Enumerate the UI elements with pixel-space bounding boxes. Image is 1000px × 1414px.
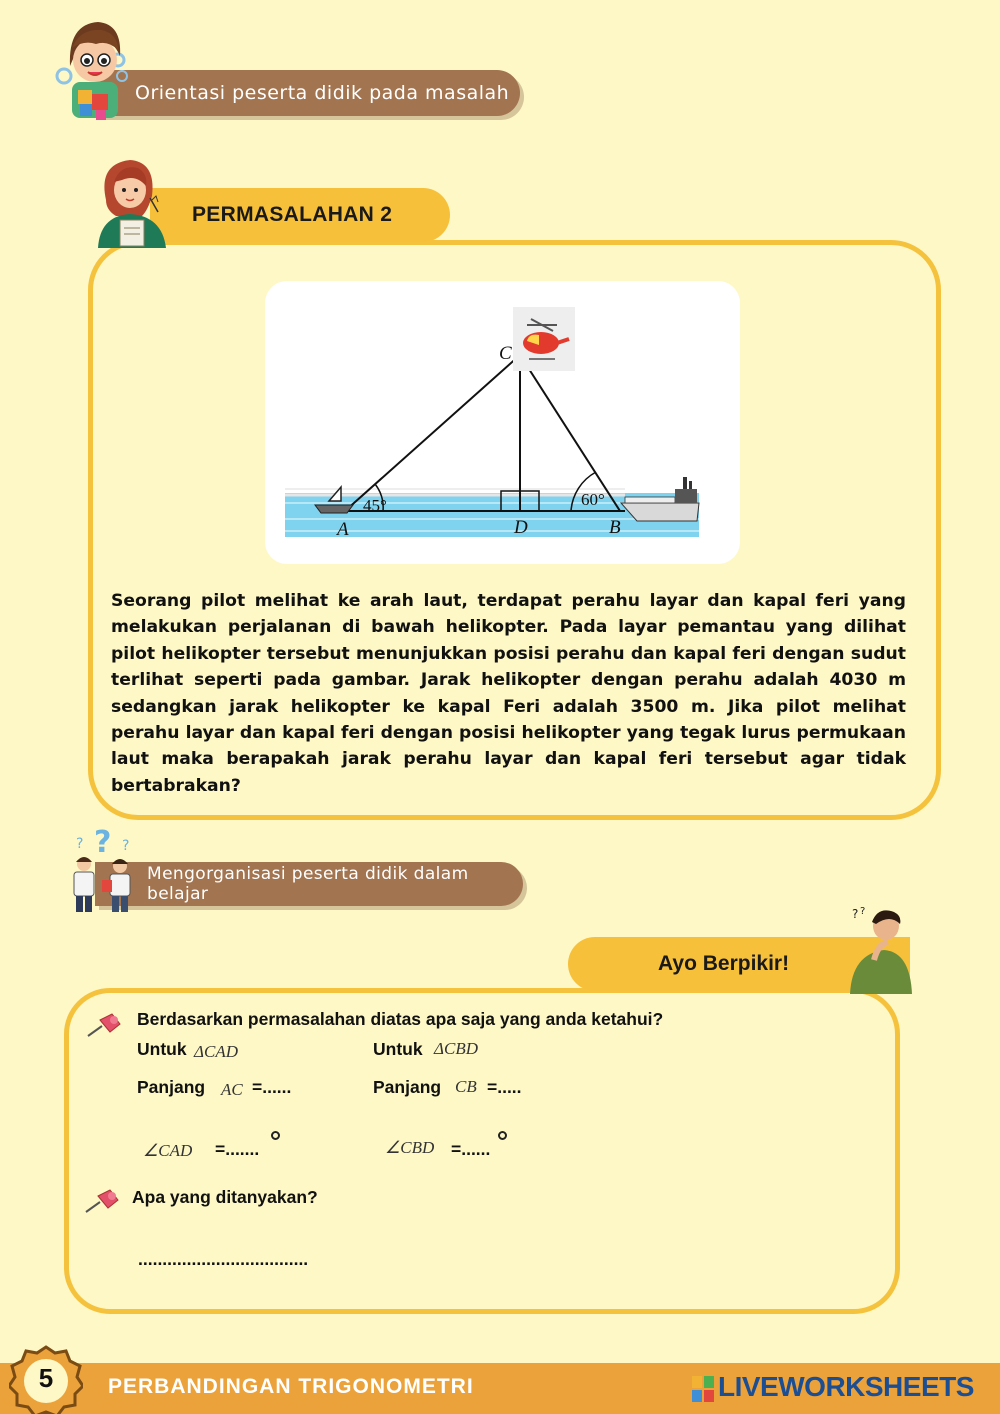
side-cb-line bbox=[520, 355, 620, 511]
question-known: Berdasarkan permasalahan diatas apa saja yang anda ketahui? bbox=[137, 1009, 664, 1029]
label-angle-60: 60° bbox=[581, 490, 605, 509]
degree-symbol-right bbox=[498, 1131, 507, 1140]
problem-tab bbox=[150, 188, 450, 242]
think-tab-title: Ayo Berpikir! bbox=[658, 952, 790, 975]
side-cb-label: CB bbox=[455, 1077, 477, 1096]
label-point-c: C bbox=[499, 343, 512, 364]
label-point-b: B bbox=[609, 517, 621, 538]
ferry-ship-icon bbox=[621, 477, 699, 521]
angle-cbd-answer[interactable]: =...... bbox=[451, 1139, 491, 1159]
section-banner-orientation bbox=[95, 70, 520, 116]
triangle-figure bbox=[265, 281, 740, 564]
panjang-label-right: Panjang bbox=[373, 1077, 442, 1097]
side-ac-answer[interactable]: =...... bbox=[252, 1077, 292, 1097]
helicopter-icon bbox=[513, 307, 575, 371]
triangle-cbd-label: ΔCBD bbox=[434, 1039, 478, 1058]
liveworksheets-brand[interactable]: LIVEWORKSHEETS bbox=[718, 1371, 974, 1402]
svg-text:?: ? bbox=[122, 838, 130, 854]
section-label-orientation: Orientasi peserta didik pada masalah bbox=[135, 82, 510, 104]
label-point-a: A bbox=[337, 519, 349, 540]
problem-text: Seorang pilot melihat ke arah laut, terdapat perahu layar dan kapal feri yang melakukan perjalanan di bawah helikopter. Pada layar pemantau yang dilihat pilot helikopter tersebut menunjukkan posisi perahu dan kapal feri dengan sudut terlihat seperti pada gambar. Jarak helikopter dengan perahu adalah 4030 m sedangkan jarak helikopter ke kapal Feri adalah 3500 m. Jika pilot melihat perahu layar dan kapal feri dengan posisi helikopter yang tegak lurus permukaan laut maka berapakah jarak perahu layar dan kapal feri tersebut agar tidak bertabrakan? bbox=[111, 591, 906, 796]
degree-symbol-left bbox=[271, 1131, 280, 1140]
label-angle-45: 45° bbox=[363, 496, 387, 515]
boy-puzzle-illustration bbox=[50, 16, 135, 124]
footer-title: PERBANDINGAN TRIGONOMETRI bbox=[108, 1375, 474, 1398]
section-banner-organize bbox=[95, 862, 523, 906]
angle-cad-answer[interactable]: =....... bbox=[215, 1139, 260, 1159]
angle-cad-label: ∠CAD bbox=[143, 1141, 193, 1160]
triangle-cad-label: ΔCAD bbox=[194, 1042, 238, 1061]
side-ac-label: AC bbox=[221, 1080, 243, 1099]
asked-answer[interactable]: ................................... bbox=[138, 1249, 309, 1269]
thinking-people-illustration bbox=[62, 822, 144, 914]
svg-text:?: ? bbox=[860, 906, 866, 917]
angle-cbd-label: ∠CBD bbox=[385, 1138, 435, 1157]
problem-tab-title: PERMASALAHAN 2 bbox=[192, 203, 393, 226]
untuk-label-right: Untuk bbox=[373, 1039, 423, 1059]
thinking-man-illustration bbox=[848, 902, 914, 994]
svg-text:?: ? bbox=[852, 907, 859, 921]
side-ac-line bbox=[345, 355, 520, 511]
pushpin-icon bbox=[84, 1186, 122, 1216]
svg-text:?: ? bbox=[76, 836, 84, 852]
section-label-organize: Mengorganisasi peserta didik dalam belajar bbox=[147, 864, 469, 904]
untuk-label-left: Untuk bbox=[137, 1039, 187, 1059]
page-number: 5 bbox=[38, 1362, 54, 1393]
label-point-d: D bbox=[514, 517, 528, 538]
panjang-label-left: Panjang bbox=[137, 1077, 206, 1097]
liveworksheets-logo-icon bbox=[692, 1376, 714, 1402]
question-asked: Apa yang ditanyakan? bbox=[132, 1187, 318, 1207]
side-cb-answer[interactable]: =..... bbox=[487, 1077, 522, 1097]
girl-writing-illustration bbox=[92, 156, 174, 248]
svg-text:?: ? bbox=[94, 825, 112, 860]
pushpin-icon bbox=[86, 1010, 124, 1040]
